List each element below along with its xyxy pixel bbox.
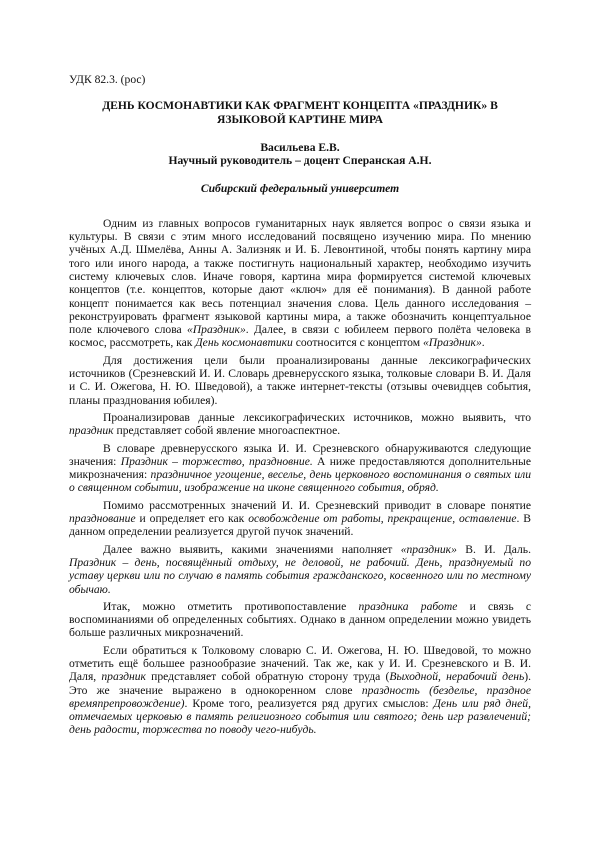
scientific-advisor: Научный руководитель – доцент Сперанская А.Н.: [168, 154, 432, 168]
paragraph-3: Проанализировав данные лексикографических источников, можно выявить, что праздник представляет собой явление многоаспектное.: [69, 410, 531, 438]
paragraph-6: Далее важно выявить, какими значениями наполняет «праздник» В. И. Даль. Праздник – день, посвящённый отдыху, не деловой, не рабочий. День, празднуемый по уставу церкви или по случаю в память события гражданского, косвенного или по местному обычаю.: [69, 542, 531, 596]
udk-code: УДК 82.3. (рос): [69, 73, 146, 86]
paragraph-2: Для достижения цели были проанализированы данные лексикографических источников (Срезневский И. И. Словарь древнерусского языка, толковые словари В. И. Даля и С. И. Ожегова, Н. Ю. Шведовой), а также интернет-тексты (отзывы очевидцев события, планы празднования юбилея).: [69, 353, 531, 407]
paragraph-8: Если обратиться к Толковому словарю С. И. Ожегова, Н. Ю. Шведовой, то можно отметить ещё большее разнообразие значений. Так же, как у И. И. Срезневского и В. И. Даля, праздник представляет собой обратную сторону труда (Выходной, нерабочий день). Это же значение выражено в однокоренном слове праздность (безделье, праздное времяпрепровождение). Кроме того, реализуется ряд других смыслов: День или ряд дней, отмечаемых церковью в память религиозного события или святого; день игр развлечений; день радости, торжества по поводу чего-нибудь.: [69, 643, 532, 737]
author-name: Васильева Е.В.: [260, 140, 340, 154]
university-name: Сибирский федеральный университет: [200, 182, 400, 196]
paragraph-1: Одним из главных вопросов гуманитарных наук является вопрос о связи языка и культуры. В связи с этим много исследований посвящено изучению мира. По мнению учёных А.Д. Шмелёва, Анны А. Зализняк и И. Б. Левонтиной, чтобы понять картину мира того или иного народа, а также постигнуть национальный характер, необходимо изучить систему ключевых слов. Иначе говоря, картина мира формируется системой ключевых концептов (т.е. концептов, которые дают «ключ» для её понимания). В данной работе концепт понимается как весь потенциал значения слова. Цель данного исследования – реконструировать фрагмент языковой картины мира, а также обозначить концептуальное поле ключевого слова «Праздник». Далее, в связи с юбилеем первого полёта человека в космос, рассмотреть, как День космонавтики соотносится с концептом «Праздник».: [69, 216, 531, 350]
paragraph-4: В словаре древнерусского языка И. И. Срезневского обнаруживаются следующие значения: Праздник – торжество, праздновние. А ниже предоставляются дополнительные микрозначения: праздничное угощение, веселье, день церковного воспоминания о святых или о священном событии, изображение на иконе священного события, обряд.: [69, 441, 532, 495]
article-body: [69, 217, 531, 737]
article-title: ДЕНЬ КОСМОНАВТИКИ КАК ФРАГМЕНТ КОНЦЕПТА «ПРАЗДНИК» В ЯЗЫКОВОЙ КАРТИНЕ МИРА: [102, 99, 498, 126]
paragraph-5: Помимо рассмотренных значений И. И. Срезневский приводит в словаре понятие празднование и определяет его как освобождение от работы, прекращение, оставление. В данном определении реализуется другой пучок значений.: [69, 498, 532, 539]
paragraph-7: Итак, можно отметить противопоставление праздника работе и связь с воспоминаниями об определенных событиях. Однако в данном определении можно увидеть больше различных микрозначений.: [69, 599, 532, 640]
